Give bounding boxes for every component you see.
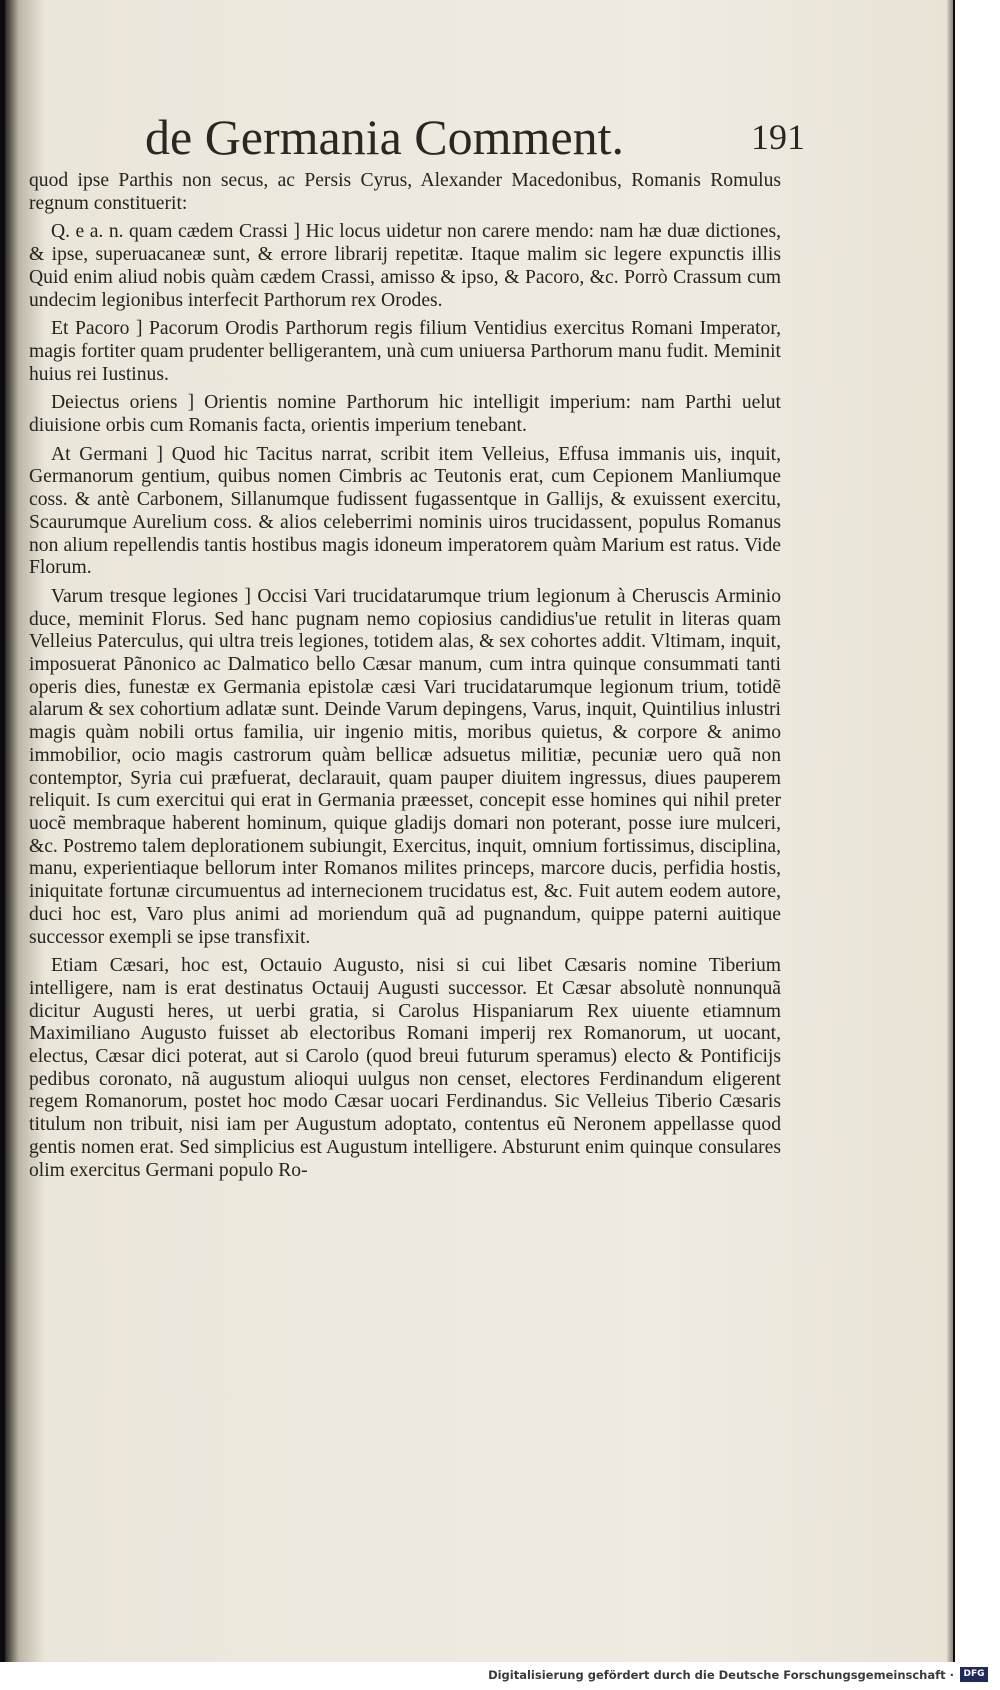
page-number: 191 [751, 117, 805, 157]
commentary-text [29, 170, 781, 1188]
digitization-footer [0, 1662, 1000, 1690]
paragraph-4: Deiectus oriens ] Orientis nomine Parthorum hic intelligit imperium: nam Parthi uelut diuisione orbis cum Romanis facta, orientis imperium tenebant. [29, 392, 781, 437]
page-header [145, 108, 805, 168]
paragraph-7: Etiam Cæsari, hoc est, Octauio Augusto, nisi si cui libet Cæsaris nomine Tiberium intelligere, nam is erat destinatus Octauij Augusti successor. Et Cæsar absolutè nonnunquã dicitur Augusti heres, ut uerbi gratia, si Carolus Hispaniarum Rex uiuente etiamnum Maximiliano Augusto fuisset ab electoribus Romani imperij rex Romanorum, ut uocant, electus, Cæsar dici poterat, aut si Carolo (quod breui futurum speramus) electo & Pontificijs pedibus coronato, nã augustum alioqui uulgus non censet, electores Ferdinandum eligerent regem Romanorum, postet hoc modo Cæsar uocari Ferdinandus. Sic Velleius Tiberio Cæsaris titulum non tribuit, nisi iam per Augustum adoptato, contentus eũ Neronem appellasse quod gentis nomen erat. Sed simplicius est Augustum intelligere. Absturunt enim quinque consulares olim exercitus Germani populo Ro- [29, 955, 781, 1181]
paragraph-6: Varum tresque legiones ] Occisi Vari trucidatarumque trium legionum à Cheruscis Arminio duce, meminit Florus. Sed hanc pugnam nemo copiosius candidius'ue retulit in literas quam Velleius Paterculus, qui ultra treis legiones, totidem alas, & sex cohortes addit. Vltimam, inquit, imposuerat Pãnonico ac Dalmatico bello Cæsar manum, cum intra quinque consummati tanti operis dies, funestæ ex Germania epistolæ cæsi Vari trucidatarumque legionum trium, totidẽ alarum & sex cohortium adlatæ sunt. Deinde Varum depingens, Varus, inquit, Quintilius inlustri magis quàm nobili ortus familia, uir ingenio mitis, moribus quietus, & corpore & animo immobilior, ocio magis castrorum quàm bellicæ adsuetus militiæ, pecuniæ uero quã non contemptor, Syria cui præfuerat, declarauit, quam pauper diuitem ingressus, diues pauperem reliquit. Is cum exercitui qui erat in Germania præesset, concepit esse homines qui nihil preter uocẽ membraque haberent hominum, quique gladijs domari non poterant, posse iure mulceri, &c. Postremo talem deplorationem subiungit, Exercitus, inquit, omnium fortissimus, disciplina, manu, experientiaque bellorum inter Romanos milites princeps, marcore ducis, perfidia hostis, iniquitate fortunæ circumuentus ad internecionem trucidatus est, &c. Fuit autem eodem autore, duci hoc est, Varo plus animi ad moriendum quã ad pugnandum, quippe paterni auitique successor exempli se ipse transfixit. [29, 585, 781, 948]
book-page [5, 0, 953, 1662]
paragraph-3: Et Pacoro ] Pacorum Orodis Parthorum regis filium Ventidius exercitus Romani Imperator, magis fortiter quam prudenter belligerantem, unà cum uniuersa Parthorum manu fudit. Meminit huius rei Iustinus. [29, 318, 781, 385]
paragraph-2: Q. e a. n. quam cædem Crassi ] Hic locus uidetur non carere mendo: nam hæ duæ dictiones, & ipse, superuacaneæ sunt, & errore librarij repetitæ. Itaque malim sic legere expunctis illis Quid enim aliud nobis quàm cædem Crassi, amisso & ipso, & Pacoro, &c. Porrò Crassum cum undecim legionibus interfecit Parthorum rex Orodes. [29, 221, 781, 311]
footer-credit: Digitalisierung gefördert durch die Deutsche Forschungsgemeinschaft · [488, 1668, 954, 1682]
running-title: de Germania Comment. [145, 109, 625, 165]
page-edge [947, 0, 953, 1662]
paragraph-1: quod ipse Parthis non secus, ac Persis Cyrus, Alexander Macedonibus, Romanis Romulus regnum constituerit: [29, 170, 781, 214]
dfg-logo-icon: DFG [960, 1667, 988, 1682]
paragraph-5: At Germani ] Quod hic Tacitus narrat, scribit item Velleius, Effusa immanis uis, inquit, Germanorum gentium, quibus nomen Cimbris ac Teutonis erat, cum Cepionem Manliumque coss. & antè Carbonem, Sillanumque fudissent fugassentque in Gallijs, & exuissent exercitu, Scaurumque Aurelium coss. & alios celeberrimi nominis uiros trucidassent, populus Romanus non alium repellendis tantis hostibus magis idoneum imperatorem quàm Marium est ratus. Vide Florum. [29, 443, 781, 579]
